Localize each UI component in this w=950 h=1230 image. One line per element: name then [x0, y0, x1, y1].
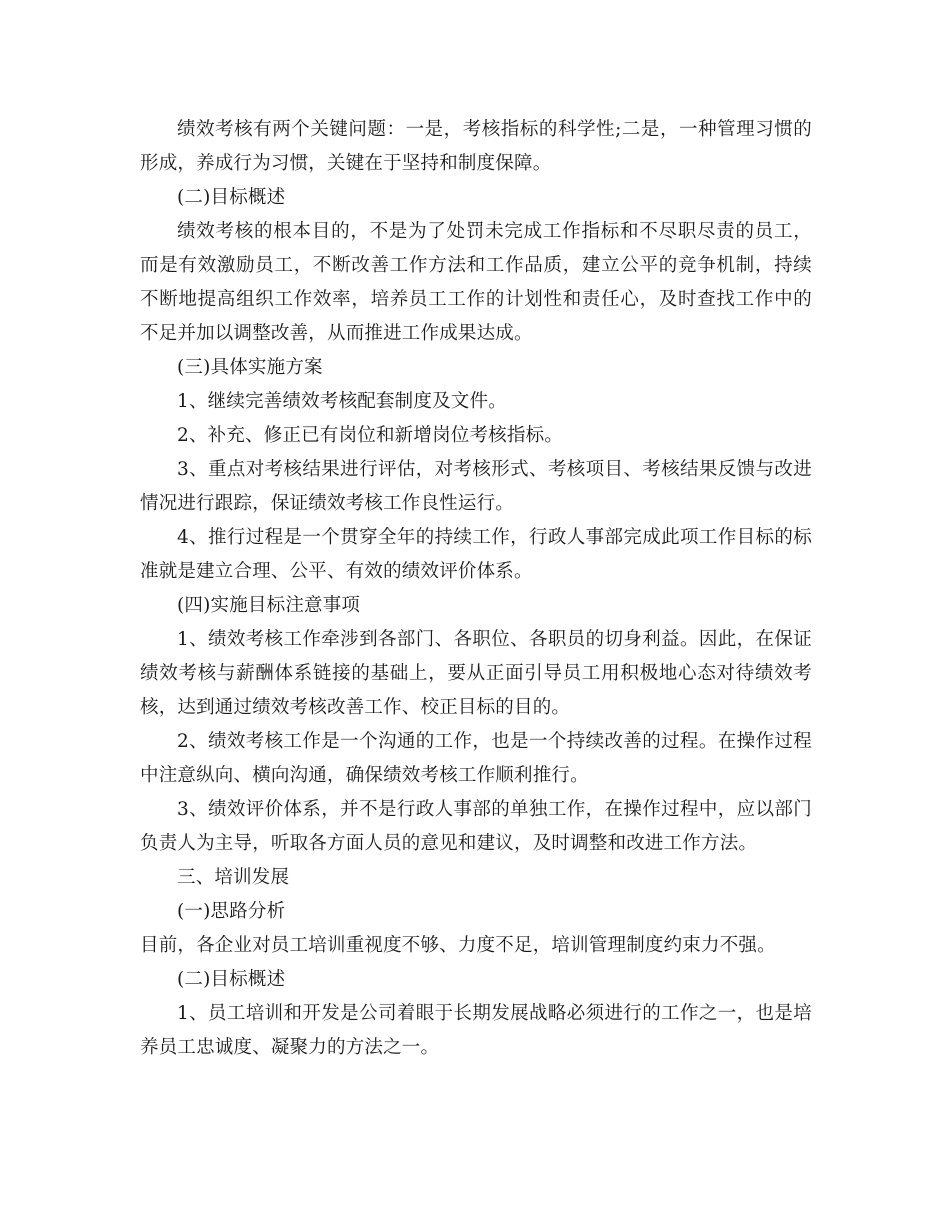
list-item: 2、绩效考核工作是一个沟通的工作，也是一个持续改善的过程。在操作过程中注意纵向、横向沟通，确保绩效考核工作顺利推行。: [140, 731, 812, 786]
list-item: 4、推行过程是一个贯穿全年的持续工作，行政人事部完成此项工作目标的标准就是建立合理、公平、有效的绩效评价体系。: [140, 527, 812, 582]
list-item: 1、继续完善绩效考核配套制度及文件。: [177, 391, 507, 412]
document-body: [140, 113, 812, 1065]
list-item: 3、重点对考核结果进行评估，对考核形式、考核项目、考核结果反馈与改进情况进行跟踪，保证绩效考核工作良性运行。: [140, 459, 812, 514]
list-item: 3、绩效评价体系，并不是行政人事部的单独工作，在操作过程中，应以部门负责人为主导，听取各方面人员的意见和建议，及时调整和改进工作方法。: [140, 799, 812, 854]
section-heading: (三)具体实施方案: [177, 357, 323, 378]
section-heading: (二)目标概述: [177, 969, 286, 990]
chapter-heading: 三、培训发展: [177, 867, 290, 888]
section-heading: (二)目标概述: [177, 187, 286, 208]
list-item: 1、员工培训和开发是公司着眼于长期发展战略必须进行的工作之一，也是培养员工忠诚度、凝聚力的方法之一。: [140, 1003, 812, 1058]
paragraph: 绩效考核有两个关键问题：一是，考核指标的科学性;二是，一种管理习惯的形成，养成行为习惯，关键在于坚持和制度保障。: [140, 119, 812, 174]
paragraph: 目前，各企业对员工培训重视度不够、力度不足，培训管理制度约束力不强。: [140, 935, 776, 956]
list-item: 1、绩效考核工作牵涉到各部门、各职位、各职员的切身利益。因此，在保证绩效考核与薪酬体系链接的基础上，要从正面引导员工用积极地心态对待绩效考核，达到通过绩效考核改善工作、校正目标的目的。: [140, 629, 812, 718]
section-heading: (四)实施目标注意事项: [177, 595, 361, 616]
section-heading: (一)思路分析: [177, 901, 286, 922]
list-item: 2、补充、修正已有岗位和新增岗位考核指标。: [177, 425, 563, 446]
paragraph: 绩效考核的根本目的，不是为了处罚未完成工作指标和不尽职尽责的员工，而是有效激励员工，不断改善工作方法和工作品质，建立公平的竞争机制，持续不断地提高组织工作效率，培养员工工作的计划性和责任心，及时查找工作中的不足并加以调整改善，从而推进工作成果达成。: [140, 221, 812, 344]
